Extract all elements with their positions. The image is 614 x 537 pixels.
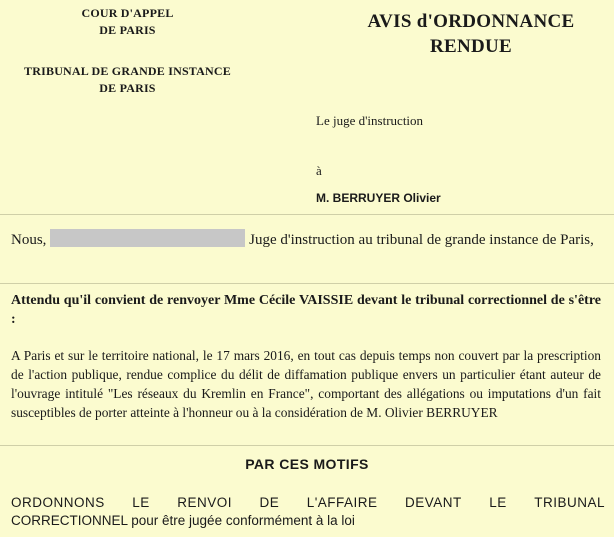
court-header — [0, 5, 255, 39]
nous-prefix: Nous, — [11, 232, 47, 248]
ordonnons-word: L'AFFAIRE — [306, 495, 378, 510]
ordonnons-word: ORDONNONS — [11, 495, 105, 510]
redacted-name-block — [50, 229, 245, 247]
nous-suffix: Juge d'instruction au tribunal de grande instance de Paris, — [249, 232, 594, 248]
tribunal-line-1: TRIBUNAL DE GRANDE INSTANCE — [24, 64, 231, 78]
document-title — [335, 9, 607, 59]
sender-line: Le juge d'instruction — [316, 113, 424, 128]
attendu-paragraph: Attendu qu'il convient de renvoyer Mme Cécile VAISSIE devant le tribunal correctionnel de s'être : — [11, 293, 601, 327]
ordonnons-word: DEVANT — [405, 495, 462, 510]
ordonnons-word: LE — [489, 495, 507, 510]
divider — [0, 283, 614, 284]
to-line: à — [316, 163, 322, 178]
ordonnons-word: TRIBUNAL — [534, 495, 605, 510]
tribunal-line-2: DE PARIS — [99, 81, 156, 95]
title-line-2: RENDUE — [429, 36, 513, 57]
nous-paragraph — [11, 229, 601, 250]
title-line-1: AVIS d'ORDONNANCE — [367, 11, 575, 32]
divider — [0, 214, 614, 215]
ordonnons-line-2: CORRECTIONNEL pour être jugée conformément à la loi — [11, 513, 355, 528]
tribunal-header — [0, 63, 255, 97]
recipient-line: M. BERRUYER Olivier — [316, 191, 441, 205]
ordonnons-line-1 — [11, 494, 605, 512]
ordonnons-word: RENVOI — [177, 495, 232, 510]
ordonnons-word: LE — [132, 495, 150, 510]
divider — [0, 445, 614, 446]
court-line-2: DE PARIS — [99, 23, 156, 37]
facts-paragraph: A Paris et sur le territoire national, le 17 mars 2016, en tout cas depuis temps non couvert par la prescription de l'action publique, rendue complice du délit de diffamation publique envers un particulier étant auteur de l'ouvrage intitulé "Les réseaux du Kremlin en France", comportant des allégations ou imputations d'un fait susceptibles de porter atteinte à l'honneur ou à la considération de M. Olivier BERRUYER — [11, 348, 601, 420]
court-line-1: COUR D'APPEL — [81, 6, 174, 20]
ordonnons-paragraph — [11, 494, 605, 530]
ordonnons-word: DE — [259, 495, 280, 510]
motifs-heading: PAR CES MOTIFS — [245, 456, 369, 472]
